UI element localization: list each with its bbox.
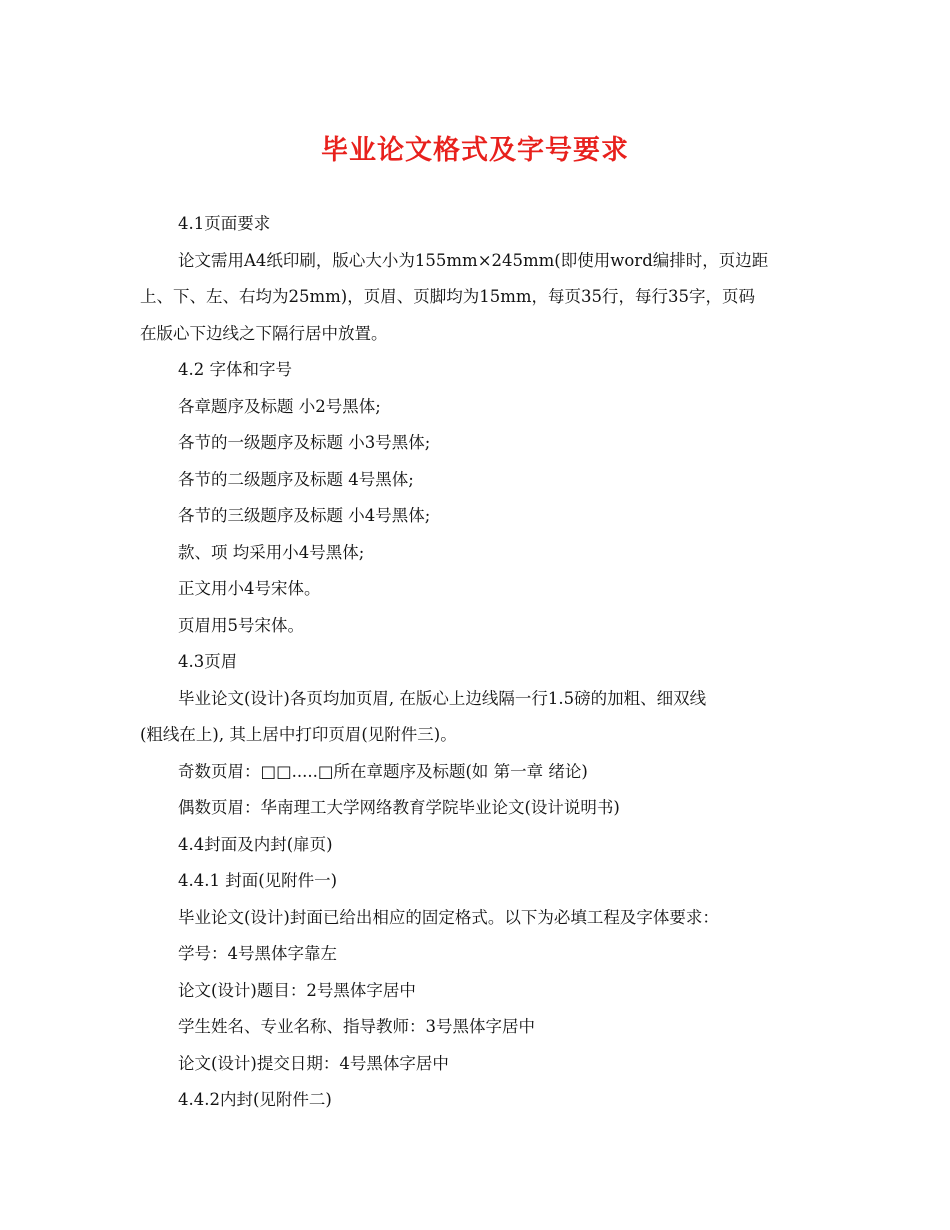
text-line: 论文(设计)题目：2号黑体字居中 bbox=[178, 980, 416, 1000]
document-body bbox=[140, 206, 810, 1119]
text-line: 毕业论文(设计)封面已给出相应的固定格式。以下为必填工程及字体要求： bbox=[178, 907, 719, 927]
document-title: 毕业论文格式及字号要求 bbox=[321, 135, 629, 166]
text-line: 页眉用5号宋体。 bbox=[178, 615, 304, 635]
text-line: 4.2 字体和字号 bbox=[178, 360, 292, 379]
text-line: 在版心下边线之下隔行居中放置。 bbox=[140, 323, 388, 343]
text-line: 学号：4号黑体字靠左 bbox=[178, 944, 337, 963]
text-line: 4.4.2内封(见附件二) bbox=[178, 1090, 332, 1109]
text-line: 4.4.1 封面(见附件一) bbox=[178, 871, 338, 890]
text-line: 各节的三级题序及标题 小4号黑体; bbox=[178, 506, 431, 525]
text-line: 论文需用A4纸印刷，版心大小为155mm×245mm(即使用word编排时，页边距 bbox=[178, 250, 769, 270]
text-line: 4.1页面要求 bbox=[178, 214, 271, 233]
text-line: 学生姓名、专业名称、指导教师：3号黑体字居中 bbox=[178, 1017, 535, 1036]
text-line: 各章题序及标题 小2号黑体; bbox=[178, 396, 381, 416]
text-line: 各节的一级题序及标题 小3号黑体; bbox=[178, 433, 431, 452]
text-line: (粗线在上), 其上居中打印页眉(见附件三)。 bbox=[140, 725, 457, 744]
text-line: 论文(设计)提交日期：4号黑体字居中 bbox=[178, 1053, 449, 1073]
text-line: 奇数页眉：□□.....□所在章题序及标题(如 第一章 绪论) bbox=[178, 761, 588, 781]
text-line: 正文用小4号宋体。 bbox=[178, 579, 321, 598]
text-line: 4.3页眉 bbox=[178, 652, 238, 671]
text-line: 各节的二级题序及标题 4号黑体; bbox=[178, 469, 414, 489]
text-line: 4.4封面及内封(扉页) bbox=[178, 834, 333, 854]
text-line: 偶数页眉：华南理工大学网络教育学院毕业论文(设计说明书) bbox=[178, 798, 620, 817]
text-line: 款、项 均采用小4号黑体; bbox=[178, 542, 365, 562]
text-line: 毕业论文(设计)各页均加页眉, 在版心上边线隔一行1.5磅的加粗、细双线 bbox=[178, 688, 707, 708]
text-line: 上、下、左、右均为25mm)，页眉、页脚均为15mm，每页35行，每行35字，页码 bbox=[140, 287, 756, 306]
